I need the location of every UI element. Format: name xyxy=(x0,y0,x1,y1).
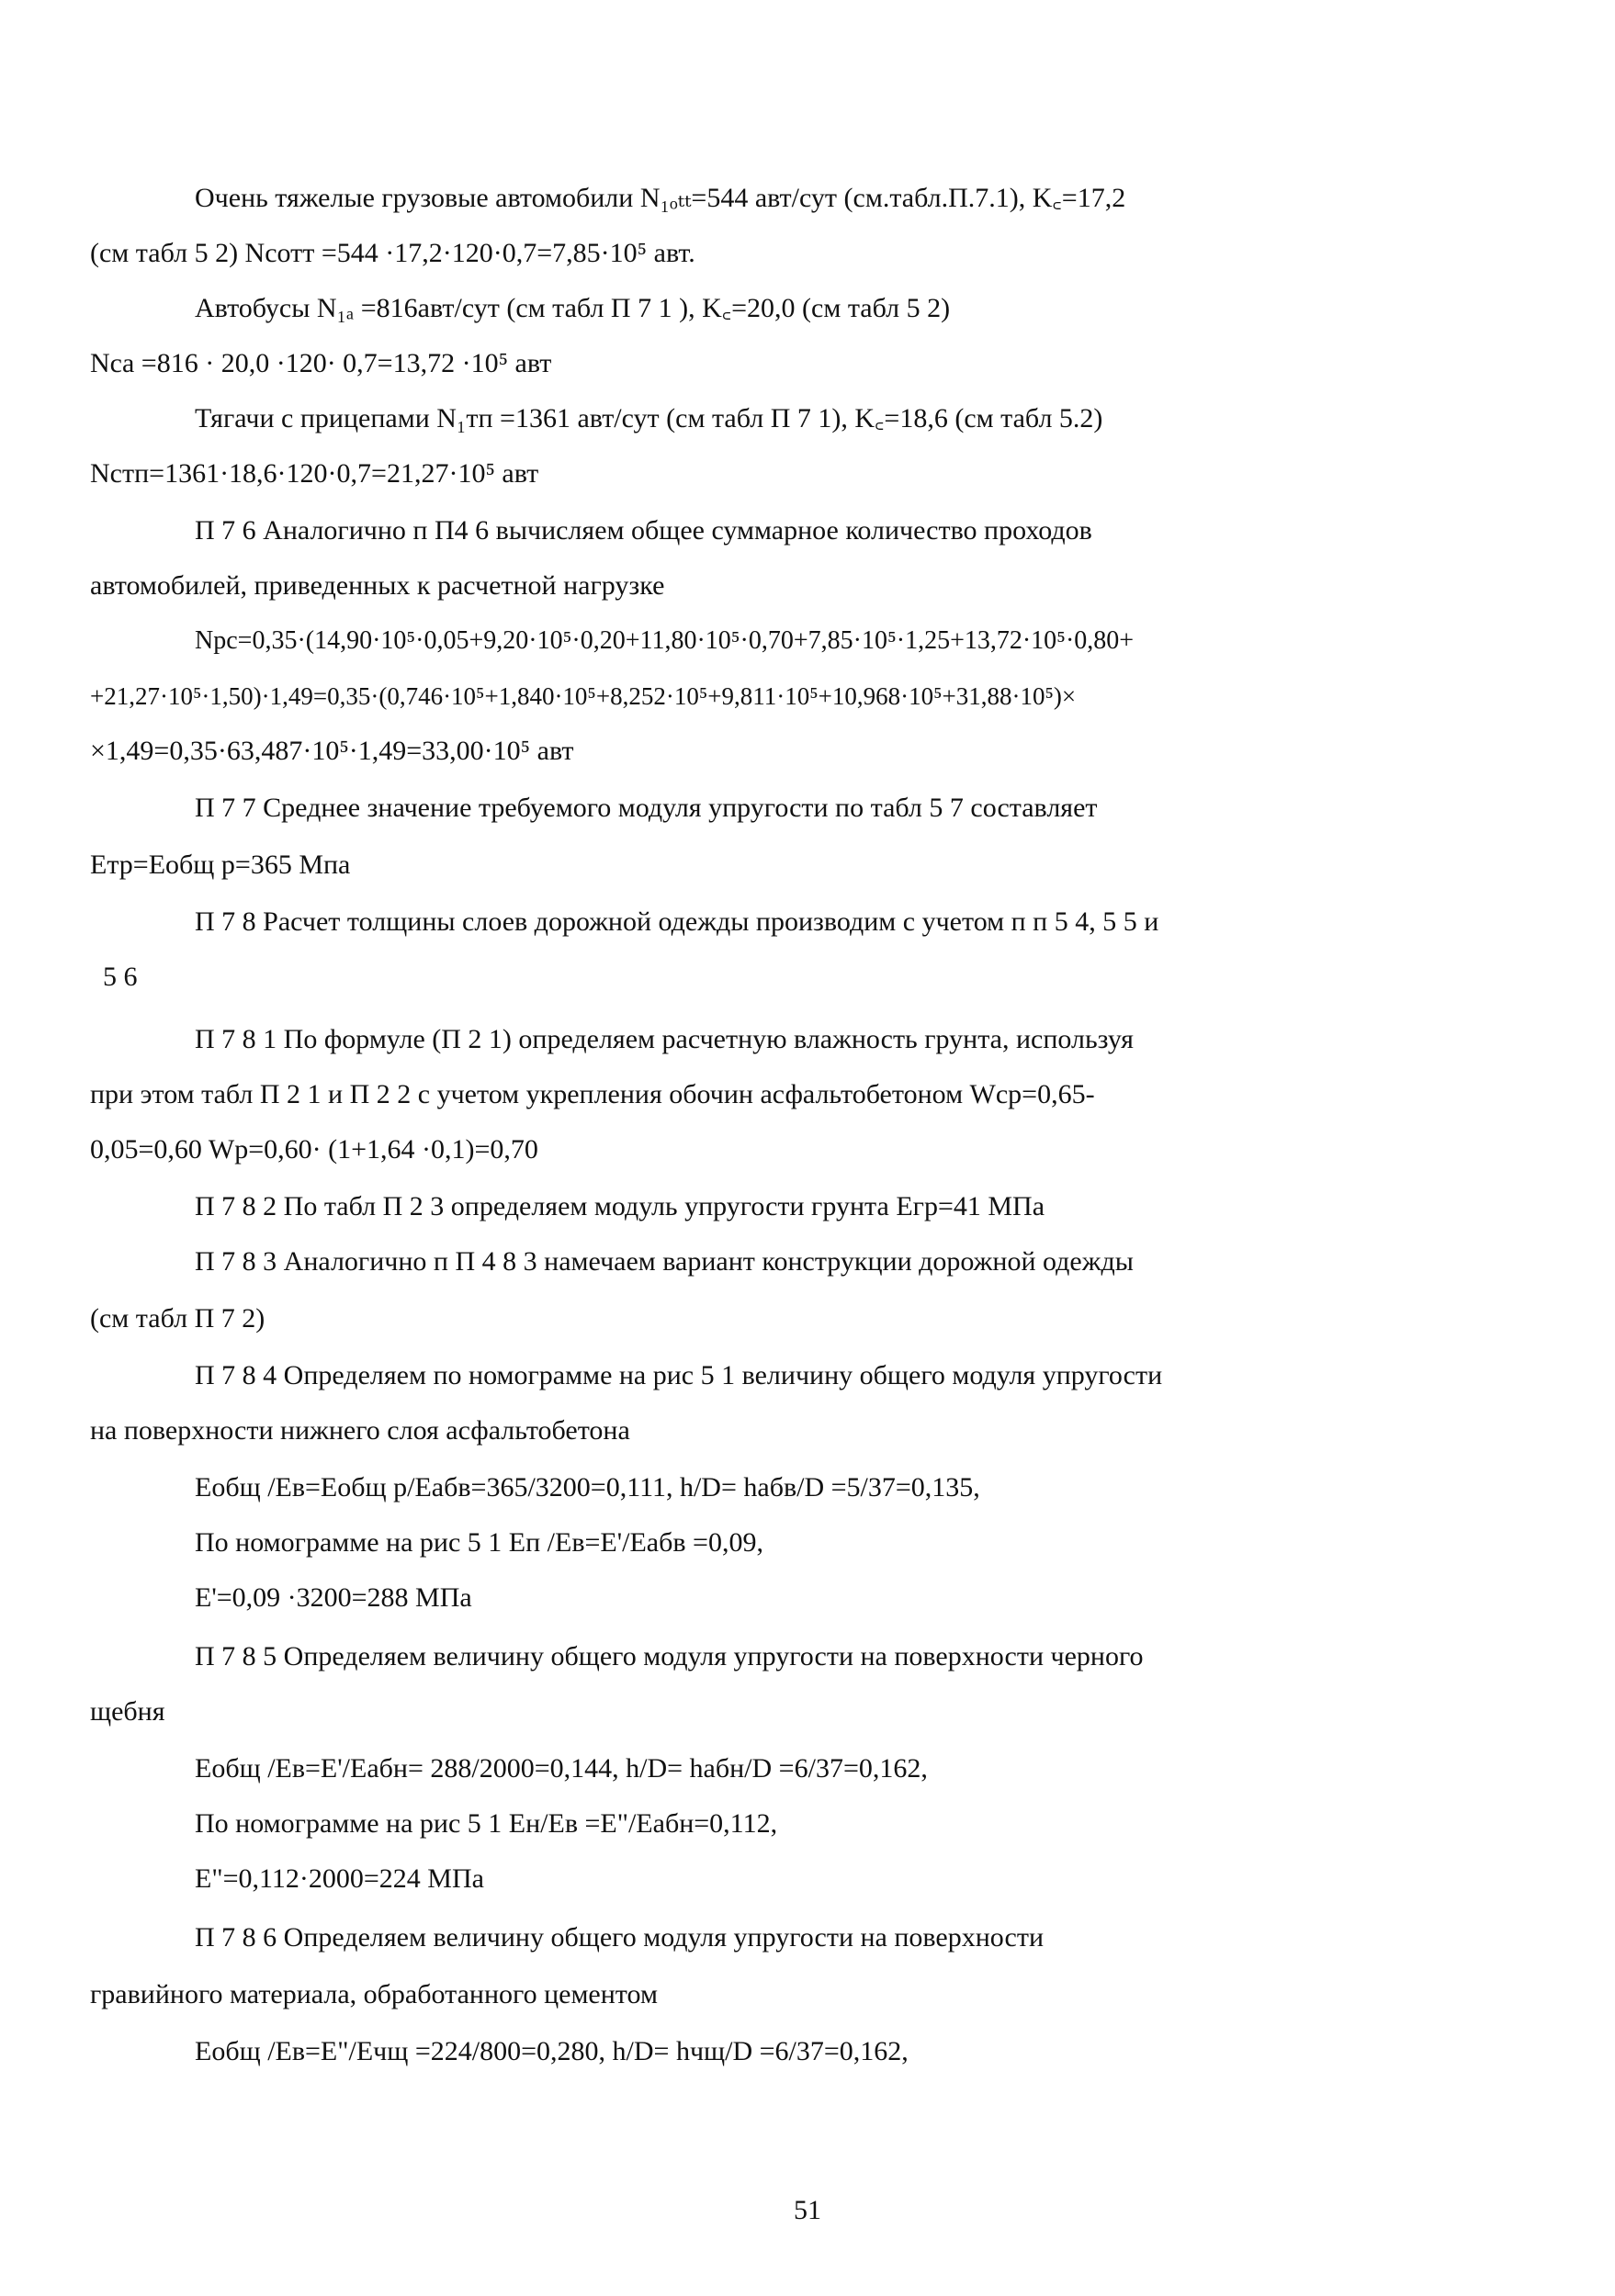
text-line: П 7 8 1 По формуле (П 2 1) определяем расчетную влажность грунта, используя xyxy=(195,1024,1134,1054)
text-line: щебня xyxy=(90,1696,165,1727)
text-line: E"=0,112·2000=224 МПа xyxy=(195,1863,484,1894)
text-line: Nсa =816 · 20,0 ·120· 0,7=13,72 ·10⁵ авт xyxy=(90,348,552,378)
text-line: Очень тяжелые грузовые автомобили N₁ₒₜₜ=544 авт/сут (см.табл.П.7.1), K꜀=17,2 xyxy=(195,183,1126,213)
text-line: По номограмме на рис 5 1 Eн/Eв =E"/Eабн=0,112, xyxy=(195,1808,778,1839)
text-line: автомобилей, приведенных к расчетной нагрузке xyxy=(90,570,665,601)
text-line: Eобщ /Eв=Eобщ р/Eабв=365/3200=0,111, h/D= hабв/D =5/37=0,135, xyxy=(195,1472,980,1503)
text-line: (см табл 5 2) Nсотт =544 ·17,2·120·0,7=7,85·10⁵ авт. xyxy=(90,238,695,268)
text-line: Тягачи с прицепами N₁тп =1361 авт/сут (см табл П 7 1), K꜀=18,6 (см табл 5.2) xyxy=(195,403,1103,433)
text-line: П 7 7 Среднее значение требуемого модуля упругости по табл 5 7 составляет xyxy=(195,793,1098,823)
text-line: Автобусы N₁ₐ =816авт/сут (см табл П 7 1 ), K꜀=20,0 (см табл 5 2) xyxy=(195,293,951,323)
text-line: Eобщ /Eв=E'/Eабн= 288/2000=0,144, h/D= hабн/D =6/37=0,162, xyxy=(195,1753,928,1784)
text-line: 0,05=0,60 Wр=0,60· (1+1,64 ·0,1)=0,70 xyxy=(90,1134,538,1165)
text-line: П 7 8 4 Определяем по номограмме на рис 5 1 величину общего модуля упругости xyxy=(195,1360,1163,1390)
text-line: По номограмме на рис 5 1 Eп /Eв=E'/Eабв =0,09, xyxy=(195,1527,763,1558)
text-line: Eобщ /Eв=E"/Eчщ =224/800=0,280, h/D= hчщ/D =6/37=0,162, xyxy=(195,2036,909,2066)
text-line: 5 6 xyxy=(103,962,138,992)
text-line: ×1,49=0,35·63,487·10⁵·1,49=33,00·10⁵ авт xyxy=(90,736,574,766)
text-line: при этом табл П 2 1 и П 2 2 с учетом укрепления обочин асфальтобетоном Wср=0,65- xyxy=(90,1079,1095,1109)
page-number: 51 xyxy=(794,2195,821,2225)
text-line: П 7 8 6 Определяем величину общего модуля упругости на поверхности xyxy=(195,1922,1045,1953)
text-line: Eтр=Eобщ р=365 Мпа xyxy=(90,850,351,880)
text-line: (см табл П 7 2) xyxy=(90,1303,265,1334)
text-line: П 7 8 2 По табл П 2 3 определяем модуль упругости грунта Eгр=41 МПа xyxy=(195,1191,1045,1221)
text-line: на поверхности нижнего слоя асфальтобетона xyxy=(90,1415,630,1446)
text-line: гравийного материала, обработанного цементом xyxy=(90,1979,658,2009)
text-line: П 7 8 5 Определяем величину общего модуля упругости на поверхности черного xyxy=(195,1641,1144,1671)
text-line: Nрс=0,35·(14,90·10⁵·0,05+9,20·10⁵·0,20+11,80·10⁵·0,70+7,85·10⁵·1,25+13,72·10⁵·0,80+ xyxy=(195,626,1135,655)
text-line: П 7 8 Расчет толщины слоев дорожной одежды производим с учетом п п 5 4, 5 5 и xyxy=(195,906,1159,937)
text-line: +21,27·10⁵·1,50)·1,49=0,35·(0,746·10⁵+1,840·10⁵+8,252·10⁵+9,811·10⁵+10,968·10⁵+31,88·10⁵)× xyxy=(90,682,1077,710)
text-line: П 7 6 Аналогично п П4 6 вычисляем общее суммарное количество проходов xyxy=(195,515,1092,546)
text-line: E'=0,09 ·3200=288 МПа xyxy=(195,1582,472,1613)
text-line: П 7 8 3 Аналогично п П 4 8 3 намечаем вариант конструкции дорожной одежды xyxy=(195,1246,1134,1277)
text-line: Nстп=1361·18,6·120·0,7=21,27·10⁵ авт xyxy=(90,458,539,489)
